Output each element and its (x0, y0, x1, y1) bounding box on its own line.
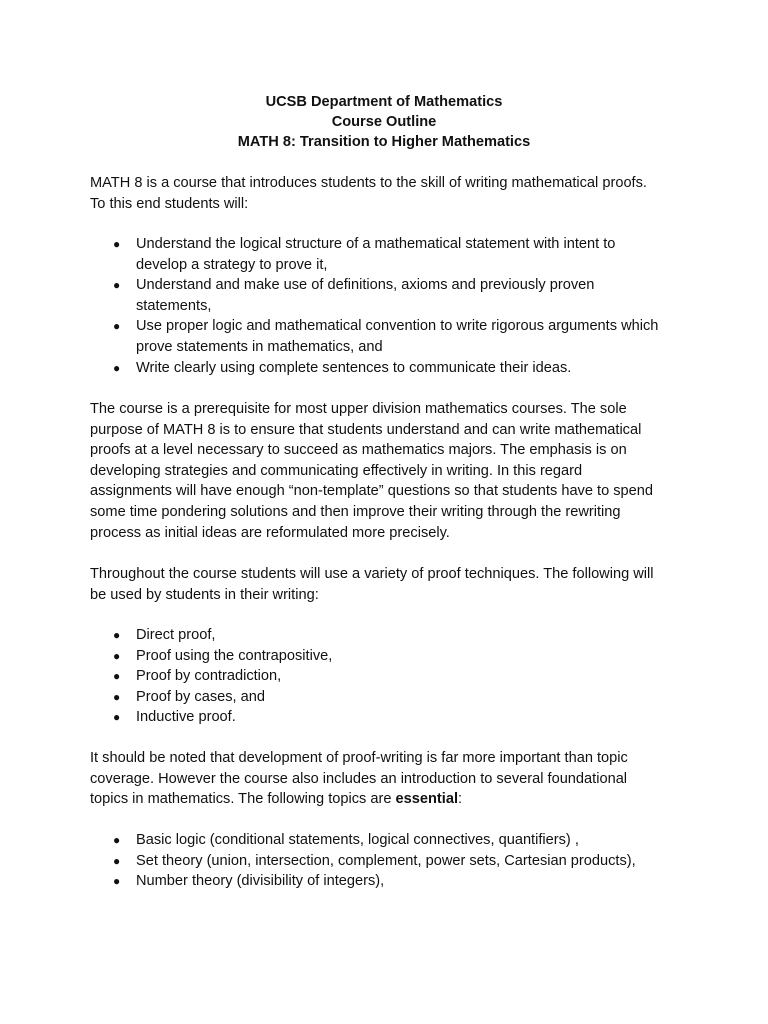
purpose-line: process as initial ideas are reformulated more precisely. (90, 524, 450, 541)
bullet-icon: ● (113, 833, 121, 847)
topics-intro-line: coverage. However the course also includes an introduction to several foundational (90, 770, 628, 787)
topics-intro-paragraph (90, 748, 690, 810)
department-title: UCSB Department of Mathematics (265, 94, 503, 110)
bullet-icon: ● (113, 689, 121, 704)
bullet-icon: ● (113, 237, 121, 251)
list-item: ● Proof by cases, and (90, 687, 690, 708)
list-item: ● Understand the logical structure of a mathematical statement with intent to develop a strategy to prove it, (113, 236, 616, 273)
techniques-intro-line: Throughout the course students will use a variety of proof techniques. The following will (90, 566, 654, 582)
bullet-icon: ● (113, 278, 121, 293)
intro-line: To this end students will: (90, 195, 249, 212)
purpose-line: assignments will have enough “non-template” questions so that students have to spend (90, 483, 654, 500)
bullet-icon: ● (113, 360, 121, 375)
techniques-list (90, 625, 690, 728)
list-item: ● Write clearly using complete sentences to communicate their ideas. (90, 358, 690, 379)
intro-line: MATH 8 is a course that introduces students to the skill of writing mathematical proofs. (90, 175, 647, 191)
list-item: ● Inductive proof. (90, 707, 690, 728)
purpose-line: proofs at a level necessary to succeed as mathematics majors. The emphasis is on (90, 442, 627, 459)
document-type: Course Outline (331, 114, 437, 130)
list-item: ● Set theory (union, intersection, complement, power sets, Cartesian products), (90, 851, 690, 872)
document-header (0, 92, 768, 152)
list-item: ● Proof by contradiction, (90, 666, 690, 687)
bullet-icon: ● (113, 648, 121, 663)
goals-list (90, 234, 690, 378)
bullet-icon: ● (113, 319, 121, 334)
topics-intro-line: It should be noted that development of proof-writing is far more important than topic (90, 750, 628, 766)
list-item: ● Proof using the contrapositive, (90, 646, 690, 667)
bullet-icon: ● (113, 853, 121, 868)
course-title: MATH 8: Transition to Higher Mathematics (237, 134, 531, 150)
bullet-icon: ● (113, 669, 121, 684)
bullet-icon: ● (113, 874, 121, 889)
essential-emphasis: essential (395, 791, 458, 808)
list-item: ● Direct proof, (90, 625, 690, 646)
bullet-icon: ● (113, 710, 121, 725)
list-item: ● Number theory (divisibility of integers), (90, 871, 690, 892)
purpose-line: purpose of MATH 8 is to ensure that students understand and can write mathematical (90, 421, 642, 438)
purpose-line: developing strategies and communicating effectively in writing. In this regard (90, 462, 583, 479)
list-item: ● Use proper logic and mathematical convention to write rigorous arguments which prove statements in mathematics, and (113, 318, 659, 355)
purpose-line: some time pondering solutions and then improve their writing through the rewriting (90, 503, 621, 520)
topics-intro-line: topics in mathematics. The following topics are essential: (90, 791, 463, 808)
list-item: ● Basic logic (conditional statements, logical connectives, quantifiers) , (90, 830, 690, 851)
techniques-intro-paragraph (90, 564, 690, 605)
techniques-intro-line: be used by students in their writing: (90, 586, 319, 603)
topics-list (90, 830, 690, 892)
purpose-paragraph (90, 399, 690, 543)
intro-paragraph (90, 173, 690, 214)
list-item: ● Understand and make use of definitions, axioms and previously proven statements, (113, 277, 595, 314)
purpose-line: The course is a prerequisite for most upper division mathematics courses. The sole (90, 401, 627, 417)
bullet-icon: ● (113, 628, 121, 642)
